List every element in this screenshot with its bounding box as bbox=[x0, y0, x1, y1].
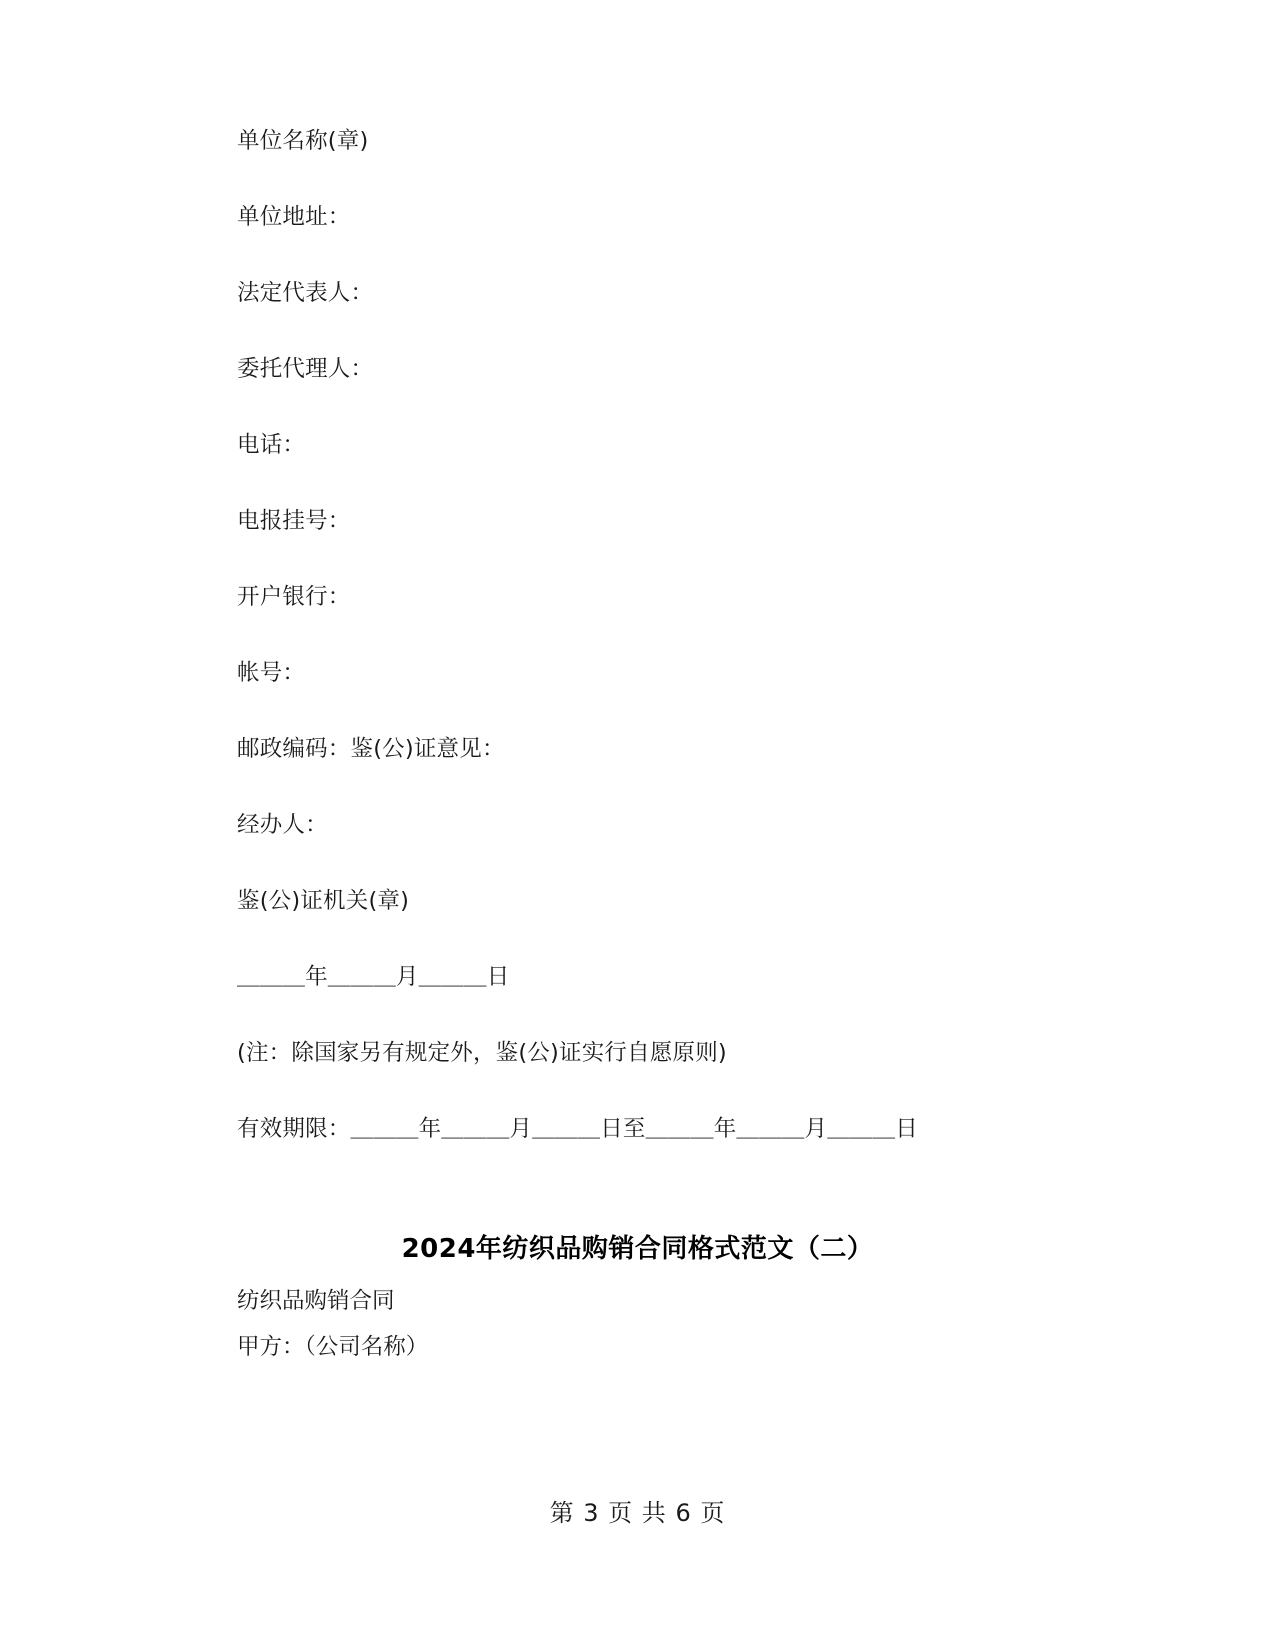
section-heading: 2024年纺织品购销合同格式范文（二） bbox=[401, 1234, 874, 1264]
page-footer: 第 3 页 共 6 页 bbox=[549, 1499, 726, 1527]
contract-field-line: 委托代理人： bbox=[237, 356, 374, 382]
contract-field-line: 单位名称(章) bbox=[237, 128, 369, 154]
contract-field-line: 鉴(公)证机关(章) bbox=[237, 888, 410, 914]
contract-field-line: 开户银行： bbox=[237, 584, 351, 610]
contract-field-line: 单位地址： bbox=[237, 204, 351, 230]
contract-field-line: 邮政编码：鉴(公)证意见： bbox=[237, 736, 505, 762]
contract-field-line: 电话： bbox=[237, 432, 306, 458]
contract-field-line: 经办人： bbox=[237, 812, 328, 838]
contract-note-line: (注：除国家另有规定外，鉴(公)证实行自愿原则) bbox=[237, 1040, 727, 1066]
contract-validity-line: 有效期限：＿＿＿年＿＿＿月＿＿＿日至＿＿＿年＿＿＿月＿＿＿日 bbox=[237, 1116, 919, 1142]
contract-field-line: 电报挂号： bbox=[237, 508, 351, 534]
section-body bbox=[237, 1290, 1057, 1381]
section-body-line: 甲方：（公司名称） bbox=[237, 1333, 429, 1360]
contract-field-list bbox=[237, 130, 1057, 1141]
contract-field-line: 帐号： bbox=[237, 660, 306, 686]
contract-date-blank-line: ＿＿＿年＿＿＿月＿＿＿日 bbox=[237, 964, 510, 990]
section-body-line: 纺织品购销合同 bbox=[237, 1288, 395, 1314]
contract-field-line: 法定代表人： bbox=[237, 280, 374, 306]
